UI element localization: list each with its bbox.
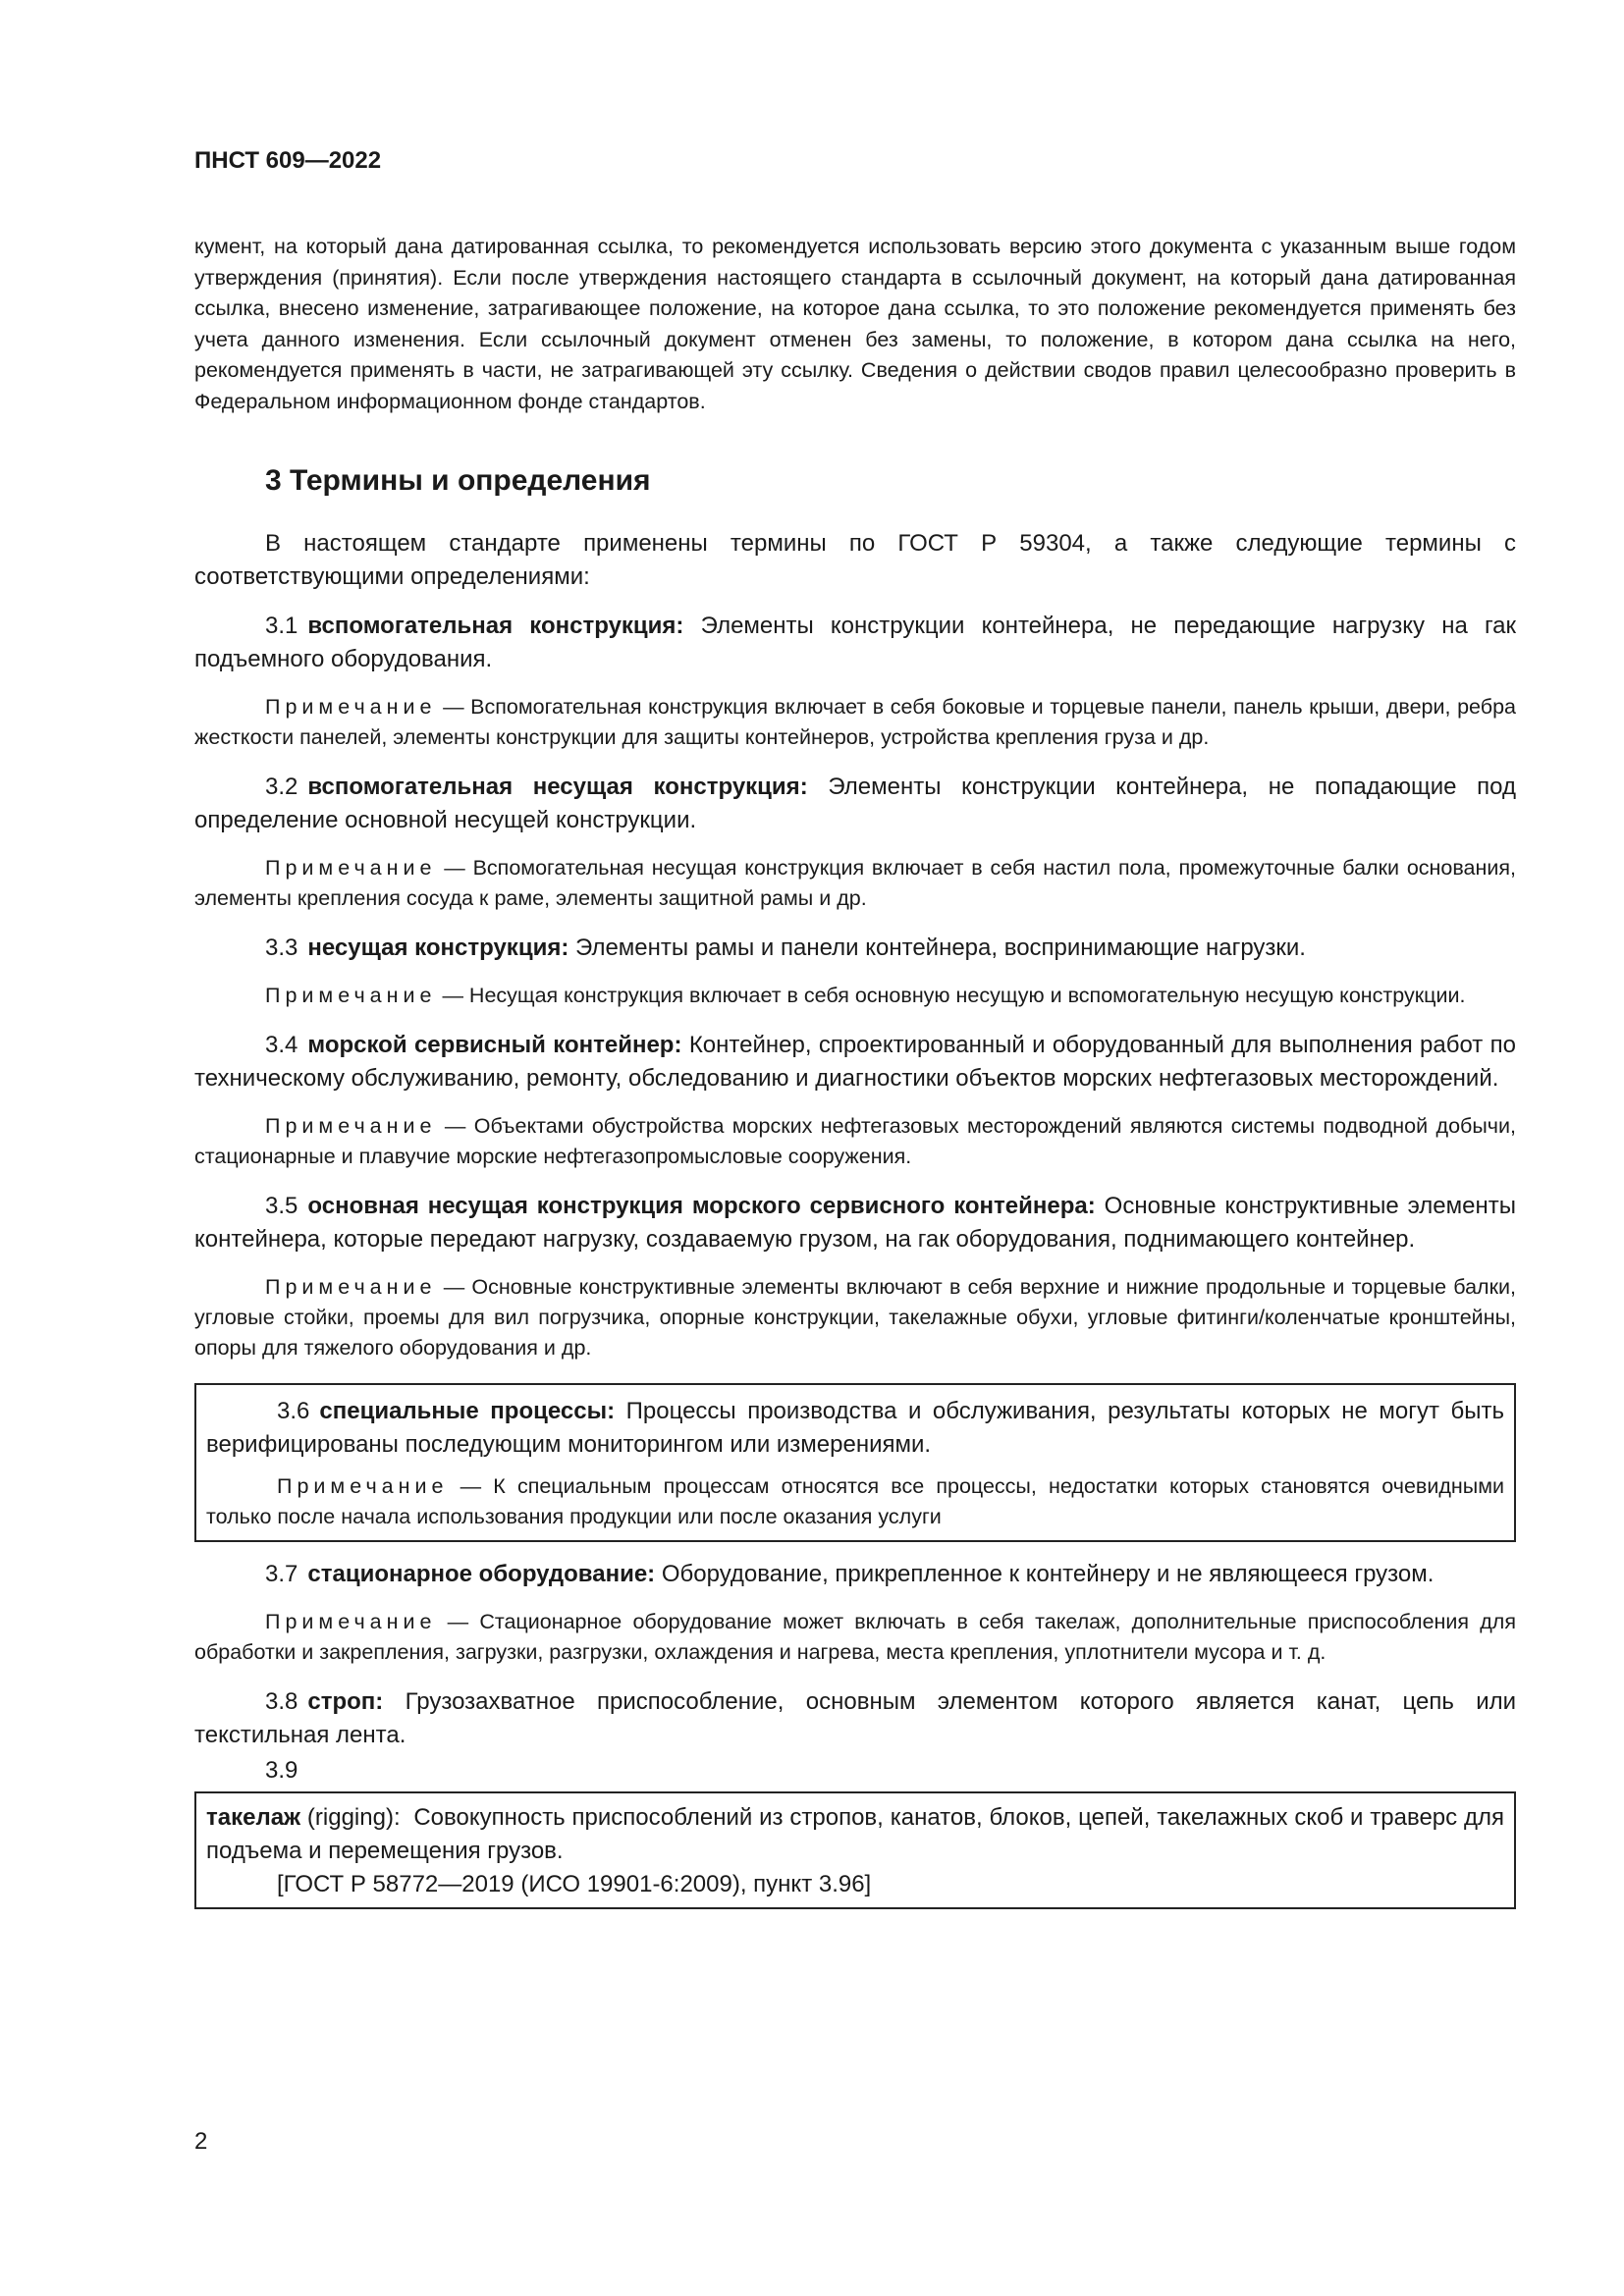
term-english: (rigging): — [306, 1804, 401, 1831]
term-definition: Элементы конструкции контейнера, не попадающие под определение основной несущей конструкции. — [194, 774, 1516, 833]
term-name: несущая конструкция: — [307, 934, 569, 961]
term-number: 3.2 — [265, 774, 298, 800]
page-number: 2 — [194, 2128, 208, 2155]
section-lead: В настоящем стандарте применены термины по ГОСТ Р 59304, а также следующие термины с соответствующими определениями: — [194, 530, 1516, 590]
note-label: Примечание — [277, 1474, 449, 1498]
term-definition: Оборудование, прикрепленное к контейнеру и не являющееся грузом. — [661, 1561, 1435, 1587]
note-text: — Основные конструктивные элементы включают в себя верхние и нижние продольные и торцевые балки, угловые стойки, проемы для вил погрузчика, опорные конструкции, такелажные обухи, угловые фитинги/коленчатые кронштейны, опоры для тяжелого оборудования и др. — [194, 1275, 1516, 1360]
term-number: 3.7 — [265, 1561, 298, 1587]
note-text: — К специальным процессам относятся все процессы, недостатки которых становятся очевидными только после начала использования продукции или после оказания услуги — [206, 1474, 1505, 1528]
note-label: Примечание — [265, 1610, 437, 1633]
term-name: вспомогательная несущая конструкция: — [307, 774, 808, 800]
note-3-6 — [206, 1471, 1504, 1532]
note-text: — Несущая конструкция включает в себя основную несущую и вспомогательную несущую конструкции. — [442, 984, 1466, 1007]
note-3-5 — [194, 1272, 1516, 1363]
boxed-term-3-9 — [194, 1791, 1516, 1909]
note-label: Примечание — [265, 1114, 437, 1138]
term-3-9 — [206, 1801, 1504, 1868]
term-3-9-number: 3.9 — [265, 1757, 298, 1784]
term-source-reference: [ГОСТ Р 58772—2019 (ИСО 19901-6:2009), пункт 3.96] — [277, 1871, 872, 1897]
note-label: Примечание — [265, 984, 437, 1007]
term-definition: Грузозахватное приспособление, основным элементом которого является канат, цепь или текстильная лента. — [194, 1688, 1517, 1748]
term-3-2 — [194, 771, 1516, 837]
note-3-3 — [194, 981, 1516, 1011]
term-number: 3.8 — [265, 1688, 298, 1715]
boxed-term-3-6 — [194, 1383, 1516, 1542]
term-definition: Совокупность приспособлений из стропов, канатов, блоков, цепей, такелажных скоб и траверс для подъема и перемещения грузов. — [206, 1804, 1504, 1864]
note-label: Примечание — [265, 1275, 437, 1299]
term-definition: Элементы конструкции контейнера, не передающие нагрузку на гак подъемного оборудования. — [194, 613, 1517, 672]
section-title: 3 Термины и определения — [265, 464, 651, 497]
document-code: ПНСТ 609—2022 — [194, 147, 382, 174]
term-3-7 — [194, 1558, 1516, 1591]
term-definition: Элементы рамы и панели контейнера, воспринимающие нагрузки. — [575, 934, 1306, 961]
note-3-7 — [194, 1607, 1516, 1668]
term-name: строп: — [307, 1688, 384, 1715]
term-number: 3.6 — [277, 1398, 310, 1424]
term-name: основная несущая конструкция морского сервисного контейнера: — [307, 1193, 1096, 1219]
term-3-6 — [206, 1395, 1504, 1462]
term-name: вспомогательная конструкция: — [307, 613, 684, 639]
note-3-1 — [194, 692, 1516, 753]
term-3-1 — [194, 610, 1516, 676]
term-name: такелаж — [206, 1804, 301, 1831]
note-label: Примечание — [265, 695, 437, 719]
note-3-4 — [194, 1111, 1516, 1172]
term-definition: Процессы производства и обслуживания, результаты которых не могут быть верифицированы последующим мониторингом или измерениями. — [206, 1398, 1505, 1458]
note-text: — Вспомогательная конструкция включает в себя боковые и торцевые панели, панель крыши, двери, ребра жесткости панелей, элементы конструкции для защиты контейнеров, устройства крепления груза и др. — [194, 695, 1516, 749]
term-3-5 — [194, 1190, 1516, 1256]
term-number: 3.4 — [265, 1032, 298, 1058]
note-text: — Вспомогательная несущая конструкция включает в себя настил пола, промежуточные балки основания, элементы крепления сосуда к раме, элементы защитной рамы и др. — [194, 856, 1517, 910]
document-page — [194, 147, 1516, 1909]
note-label: Примечание — [265, 856, 437, 880]
term-number: 3.5 — [265, 1193, 298, 1219]
term-3-8 — [194, 1685, 1516, 1752]
term-number: 3.3 — [265, 934, 298, 961]
note-text: — Стационарное оборудование может включать в себя такелаж, дополнительные приспособления для обработки и закрепления, загрузки, разгрузки, охлаждения и нагрева, места крепления, уплотнители мусора и т. д. — [194, 1610, 1516, 1664]
note-3-2 — [194, 853, 1516, 914]
term-name: стационарное оборудование: — [307, 1561, 656, 1587]
term-definition: Контейнер, спроектированный и оборудованный для выполнения работ по техническому обслуживанию, ремонту, обследованию и диагностики объектов морских нефтегазовых месторождений. — [194, 1032, 1516, 1092]
term-3-4 — [194, 1029, 1516, 1095]
note-text: — Объектами обустройства морских нефтегазовых месторождений являются системы подводной добычи, стационарные и плавучие морские нефтегазопромысловые сооружения. — [194, 1114, 1516, 1168]
term-definition: Основные конструктивные элементы контейнера, которые передают нагрузку, создаваемую грузом, на гак оборудования, поднимающего контейнер. — [194, 1193, 1516, 1253]
term-name: специальные процессы: — [319, 1398, 616, 1424]
intro-paragraph: кумент, на который дана датированная ссылка, то рекомендуется использовать версию этого документа с указанным выше годом утверждения (принятия). Если после утверждения настоящего стандарта в ссылочный документ, на который дана датированная ссылка, внесено изменение, затрагивающее положение, на которое дана ссылка, то это положение рекомендуется применять без учета данного изменения. Если ссылочный документ отменен без замены, то положение, в котором дана ссылка на него, рекомендуется применять в части, не затрагивающей эту ссылку. Сведения о действии сводов правил целесообразно проверить в Федеральном информационном фонде стандартов. — [194, 235, 1516, 413]
term-3-3 — [194, 932, 1516, 965]
term-number: 3.1 — [265, 613, 298, 639]
term-name: морской сервисный контейнер: — [307, 1032, 682, 1058]
